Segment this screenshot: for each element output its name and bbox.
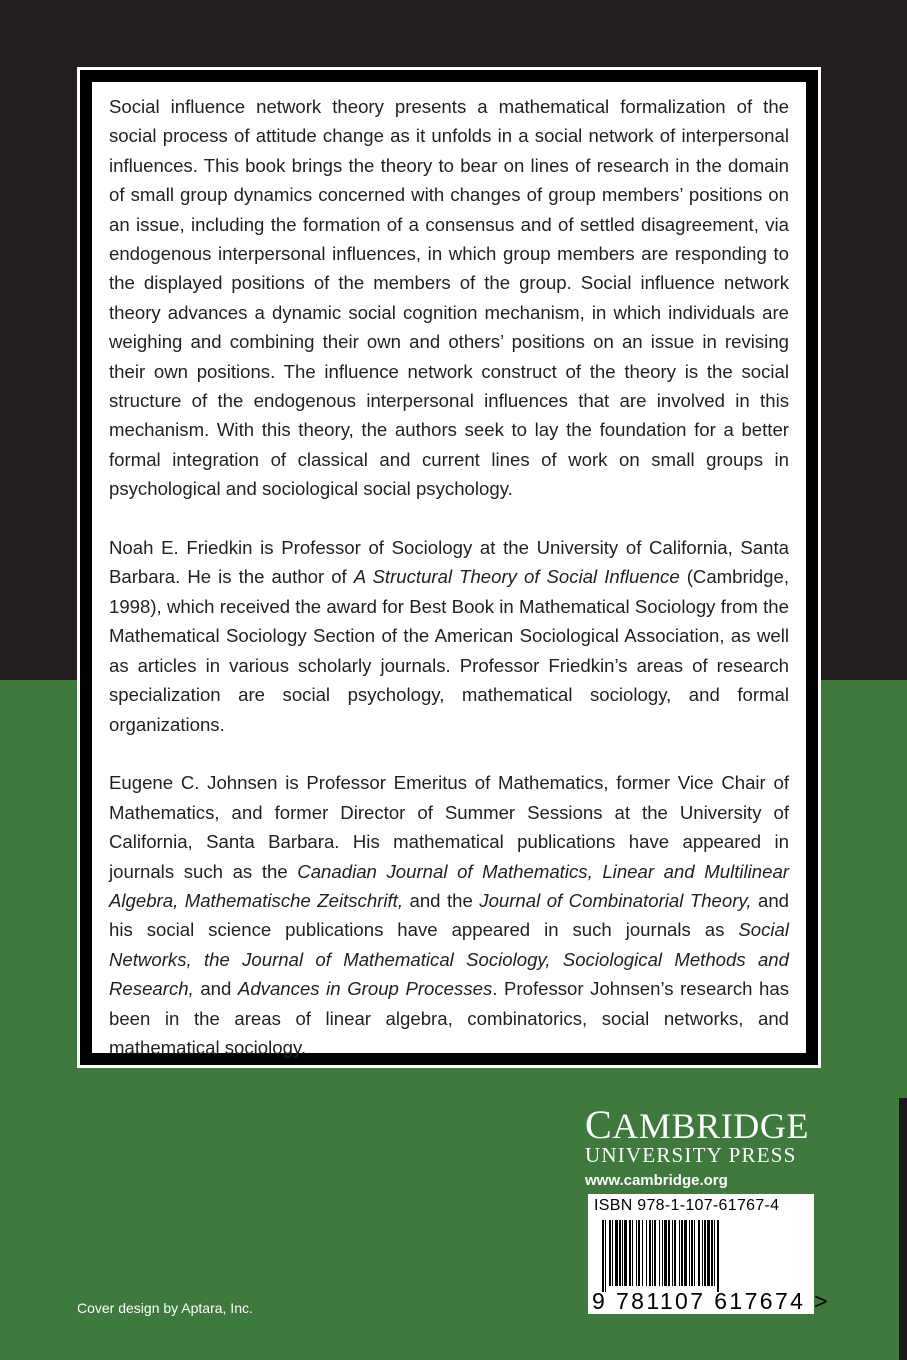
barcode-digits: 9 781107 617674 > xyxy=(592,1288,830,1314)
barcode-bar xyxy=(609,1220,611,1286)
publisher-url: www.cambridge.org xyxy=(585,1172,728,1189)
blurb-panel xyxy=(92,82,806,1058)
barcode-bar xyxy=(636,1220,637,1286)
barcode-bar xyxy=(624,1220,627,1286)
barcode-bar xyxy=(674,1220,676,1286)
barcode-bar xyxy=(632,1220,633,1286)
barcode-bar xyxy=(662,1220,663,1286)
barcode-bar xyxy=(612,1220,613,1286)
barcode-bar xyxy=(622,1220,623,1286)
bio-text: Eugene C. Johnsen is Professor Emeritus of Mathematics, former Vice Chair of Mathematics, and former Director of Summer Sessions at the University of California, Santa Barbara. His mathematical publications have appeared in journals such as the xyxy=(109,772,789,882)
author-bio-johnsen xyxy=(109,768,789,1062)
barcode-bar xyxy=(689,1220,690,1286)
barcode-bar xyxy=(649,1220,651,1286)
barcode-bar xyxy=(602,1220,604,1292)
barcode-bar xyxy=(698,1220,700,1286)
barcode-bar xyxy=(707,1220,710,1286)
barcode-bar xyxy=(681,1220,683,1286)
barcode-bar xyxy=(638,1220,640,1286)
bio-text: Noah E. Friedkin is Professor of Sociology at the University of California, Santa Barbara. He is the author of xyxy=(109,537,789,588)
barcode-bar xyxy=(704,1220,706,1286)
barcode-bar xyxy=(664,1220,667,1286)
bio-text: (Cambridge, 1998), which received the award for Best Book in Mathematical Sociology from the Mathematical Sociology Section of the American Sociological Association, as well as articles in various scholarly journals. Professor Friedkin’s areas of research specialization are social psychology, mathematical sociology, and formal organizations. xyxy=(109,566,790,735)
barcode-bar xyxy=(691,1220,693,1286)
book-description: Social influence network theory presents a mathematical formalization of the social process of attitude change as it unfolds in a social network of interpersonal influences. This book brings the theory to bear on lines of research in the domain of small group dynamics concerned with changes of group members’ positions on an issue, including the formation of a consensus and of settled disagreement, via endogenous interpersonal influences, in which group members are responding to the displayed positions of the members of the group. Social influence network theory advances a dynamic social cognition mechanism, in which individuals are weighing and combining their own and others’ positions on an issue in revising their own positions. The influence network construct of the theory is the social structure of the endogenous interpersonal influences that are involved in this mechanism. With this theory, the authors seek to lay the foundation for a better formal integration of classical and current lines of work on small groups in psychological and sociological social psychology. xyxy=(109,96,789,500)
bio-text: and his social science publications have appeared in such journals as xyxy=(109,889,789,941)
bio-text: . Professor Johnsen’s research has been in the areas of linear algebra, combinatorics, social networks, and mathematical sociology. xyxy=(109,978,790,1058)
barcode-bar xyxy=(702,1220,703,1286)
barcode-bar xyxy=(714,1220,715,1286)
bio-text: and xyxy=(193,978,238,1000)
journal-list: Journal of Combinatorial Theory, xyxy=(479,889,752,911)
isbn-barcode xyxy=(588,1194,830,1314)
publisher-logo xyxy=(585,1102,817,1191)
book-title-reference: A Structural Theory of Social Influence xyxy=(353,566,680,588)
cover-design-credit: Cover design by Aptara, Inc. xyxy=(77,1300,253,1316)
barcode-bar xyxy=(679,1220,680,1286)
barcode-bar xyxy=(717,1220,719,1292)
barcode-bar xyxy=(694,1220,695,1286)
journal-list: Social Networks, the Journal of Mathematical Sociology, Sociological Methods and Research, xyxy=(109,919,789,1000)
author-bio-friedkin xyxy=(109,533,789,739)
isbn-label: ISBN 978-1-107-61767-4 xyxy=(594,1197,780,1214)
publisher-name-initial: C xyxy=(585,1102,613,1147)
barcode-bar xyxy=(654,1220,656,1286)
barcode-bar xyxy=(605,1220,606,1292)
barcode-bar xyxy=(629,1220,631,1286)
barcode-bar xyxy=(668,1220,670,1286)
journal-list: Canadian Journal of Mathematics, Linear and Multilinear Algebra, Mathematische Zeitschrift, xyxy=(109,860,789,911)
spine-edge xyxy=(899,1098,907,1360)
barcode-bar xyxy=(652,1220,653,1286)
barcode-bar xyxy=(672,1220,673,1286)
publisher-subtitle: UNIVERSITY PRESS xyxy=(585,1143,797,1167)
bio-text: and the xyxy=(403,889,480,911)
barcode-bar xyxy=(642,1220,643,1286)
publisher-name xyxy=(585,1102,817,1147)
barcode-bar xyxy=(619,1220,621,1286)
journal-list: Advances in Group Processes xyxy=(237,978,493,1000)
barcode-bar xyxy=(711,1220,713,1286)
barcode-bar xyxy=(659,1220,660,1286)
publisher-name-rest: AMBRIDGE xyxy=(612,1106,810,1146)
barcode-bar xyxy=(684,1220,687,1286)
barcode-bar xyxy=(615,1220,618,1286)
barcode-bar xyxy=(646,1220,647,1286)
